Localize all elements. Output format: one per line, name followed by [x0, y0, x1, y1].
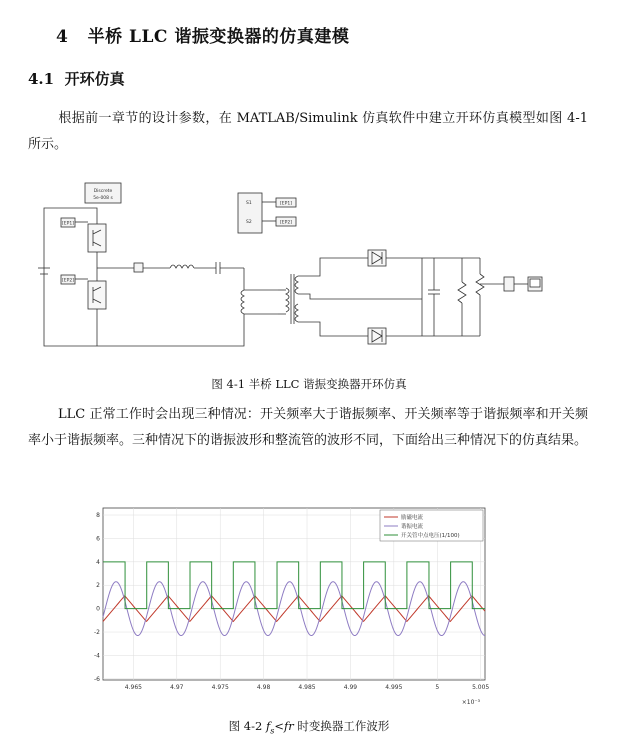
mosfet-upper — [88, 224, 106, 252]
figure2-caption: 图 4-2 $f_s<fr$ 时变换器工作波形 — [228, 719, 390, 736]
y-tick-label: 2 — [96, 582, 100, 590]
pulse-generator-block — [238, 193, 262, 233]
paragraph-intro: 根据前一章节的设计参数，在 MATLAB/Simulink 仿真软件中建立开环仿真模型如图 4-1 所示。 — [28, 111, 588, 152]
goto-tag-1: [EP1] — [280, 201, 292, 207]
chart-legend — [380, 510, 483, 541]
goto-tag-2: [EP2] — [280, 220, 292, 226]
x-tick-label: 4.995 — [385, 684, 403, 691]
x-tick-label: 4.99 — [343, 684, 358, 691]
y-tick-label: -4 — [94, 652, 100, 660]
y-tick-label: 6 — [96, 535, 100, 543]
generator-port-1: S1 — [246, 201, 252, 206]
legend-entry: 开关管中点电压(1/100) — [401, 533, 460, 539]
y-tick-label: 8 — [96, 512, 100, 520]
discrete-block-sublabel: 5e-008 s — [93, 196, 113, 201]
discrete-block-label: Discrete — [93, 189, 113, 194]
generator-port-2: S2 — [246, 220, 252, 225]
y-tick-label: -2 — [94, 629, 100, 637]
x-tick-label: 4.965 — [124, 684, 142, 691]
x-tick-label: 4.98 — [256, 684, 271, 691]
y-tick-label: -6 — [94, 675, 100, 683]
x-tick-label: 5.005 — [472, 684, 490, 691]
section-title: 4.1 开环仿真 — [28, 70, 125, 88]
simulink-model-diagram — [30, 178, 590, 368]
y-axis-ticks — [94, 512, 100, 683]
x-tick-label: 5 — [435, 684, 440, 691]
y-tick-label: 0 — [96, 605, 100, 613]
pulse-tag-lower: [EP2] — [62, 278, 74, 284]
x-tick-label: 4.97 — [170, 684, 184, 691]
waveform-chart — [88, 500, 500, 712]
chapter-title: 4 半桥 LLC 谐振变换器的仿真建模 — [56, 27, 350, 47]
y-tick-label: 4 — [96, 558, 100, 566]
pulse-tag-upper: [EP1] — [62, 221, 74, 227]
paragraph-three-cases: LLC 正常工作时会出现三种情况：开关频率大于谐振频率、开关频率等于谐振频率和开关频率小于谐振频率。三种情况下的谐振波形和整流管的波形不同，下面给出三种情况下的仿真结果。 — [28, 407, 588, 448]
x-tick-label: 4.975 — [211, 684, 229, 691]
x-tick-label: 4.985 — [298, 684, 316, 691]
figure1-caption: 图 4-1 半桥 LLC 谐振变换器开环仿真 — [211, 377, 407, 391]
x-axis-exponent-label: ×10⁻³ — [461, 699, 480, 706]
mosfet-lower — [88, 281, 106, 309]
legend-entry: 谐振电流 — [401, 524, 424, 530]
x-axis-ticks — [125, 684, 490, 691]
legend-entry: 励磁电流 — [401, 515, 424, 521]
